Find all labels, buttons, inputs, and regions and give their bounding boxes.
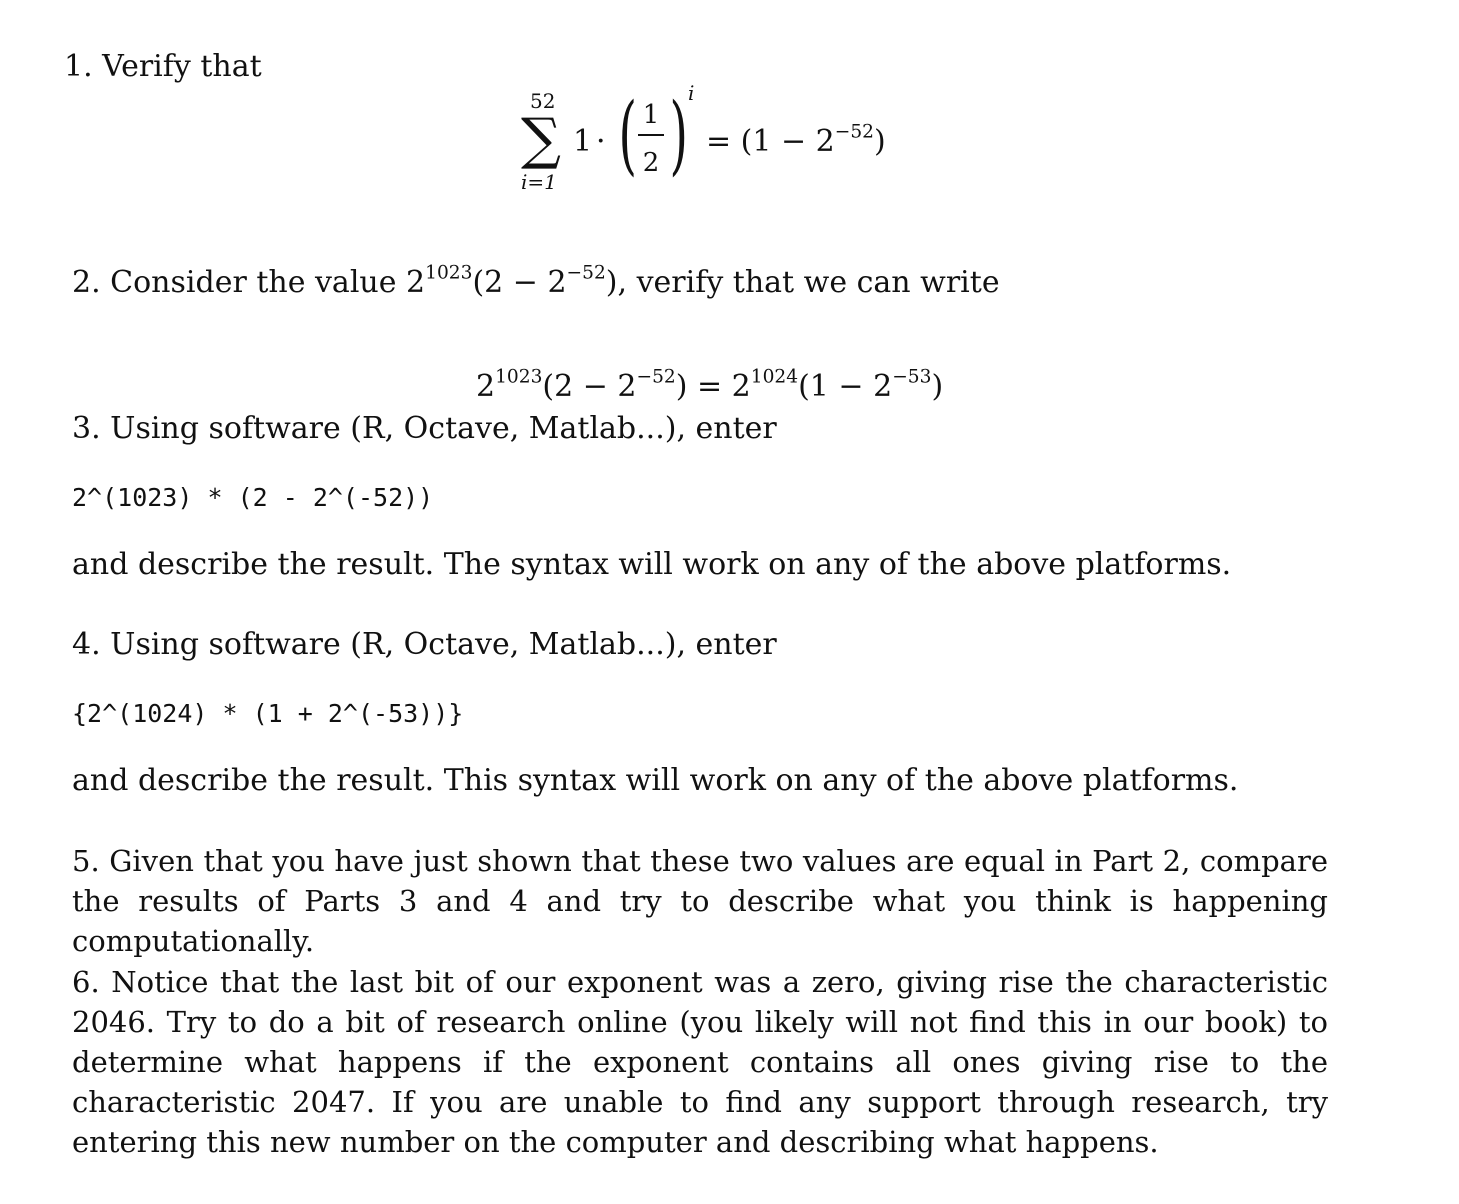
problem-4-code: {2^(1024) * (1 + 2^(-53))} xyxy=(72,699,464,728)
problem-3-instruction: and describe the result. The syntax will work on any of the above platforms. xyxy=(72,547,1232,582)
sum-rhs: = $(1 - 2^{-52})$ xyxy=(706,121,886,159)
multiply-dot: · xyxy=(596,124,606,159)
problem-3-label: 3. Using software (R, Octave, Matlab...), enter xyxy=(72,411,777,446)
problem-2-text: 2. Consider the value $2^{1023}(2 - 2^{-52})$, verify that we can write xyxy=(72,262,1000,300)
right-paren: ) xyxy=(669,85,689,185)
fraction-denominator: 2 xyxy=(642,148,660,178)
sum-upper-limit: 52 xyxy=(530,89,556,113)
problem-5-text: 5. Given that you have just shown that these two values are equal in Part 2, compare the results of Parts 3 and 4 and try to describe what you think is happening computationally. xyxy=(72,844,1328,958)
sum-term-one: 1 xyxy=(573,124,593,159)
fraction-numerator: 1 xyxy=(642,100,660,130)
sum-lower-limit: i=1 xyxy=(521,170,557,194)
sum-exponent: i xyxy=(688,81,695,105)
identity-equation: $2^{1023}(2 - 2^{-52}) = 2^{1024}(1 - 2^{-53})$ xyxy=(476,366,944,404)
problem-3-code: 2^(1023) * (2 - 2^(-52)) xyxy=(72,483,434,512)
problem-1-label: 1. Verify that xyxy=(64,49,262,84)
problem-4-instruction: and describe the result. This syntax will work on any of the above platforms. xyxy=(72,763,1239,798)
sigma-symbol: ∑ xyxy=(521,107,561,172)
left-paren: ( xyxy=(618,85,638,185)
problem-4-label: 4. Using software (R, Octave, Matlab...), enter xyxy=(72,627,777,662)
problem-6-text: 6. Notice that the last bit of our exponent was a zero, giving rise the characteristic 2046. Try to do a bit of research online (you likely will not find this in our book) to determine what happens if the exponent contains all ones giving rise to the characteristic 2047. If you are unable to find any support through research, try entering this new number on the computer and describing what happens. xyxy=(72,965,1328,1159)
fraction-bar xyxy=(638,134,664,136)
